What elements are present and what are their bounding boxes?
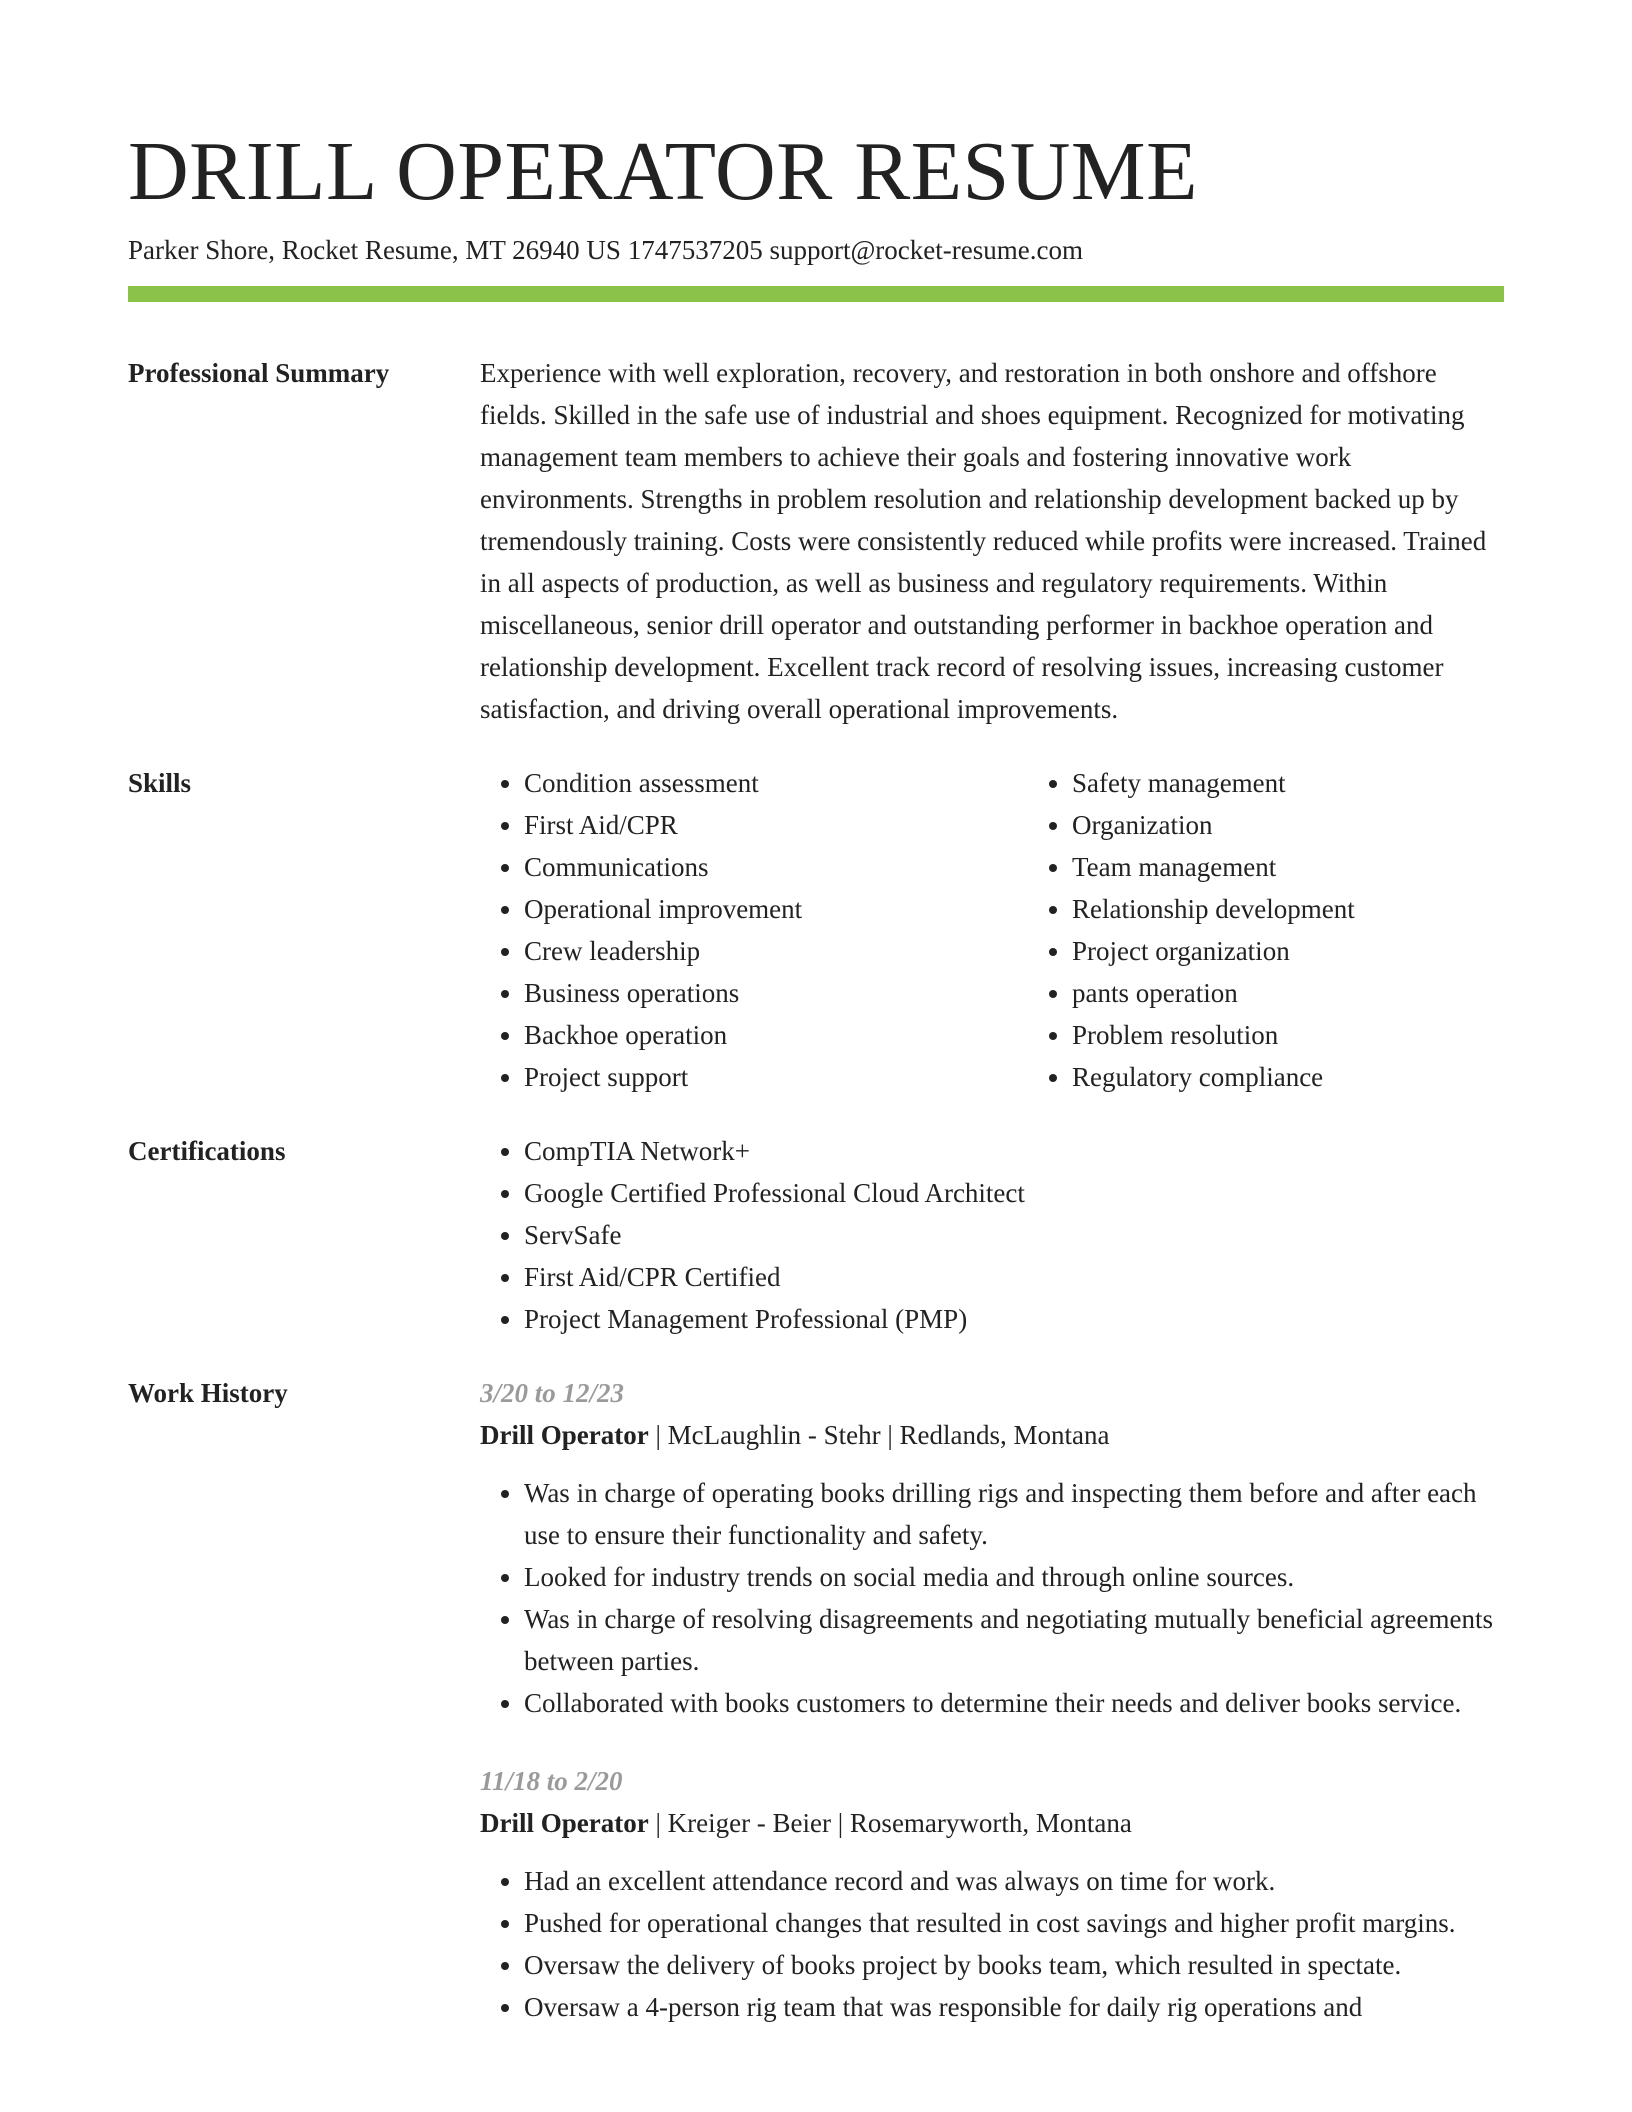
certification-item: • Project Management Professional (PMP) bbox=[524, 1298, 1504, 1340]
skill-item: • Relationship development bbox=[1072, 888, 1576, 930]
skills-list-right bbox=[1028, 762, 1576, 1098]
job-heading bbox=[480, 1802, 1504, 1844]
job-dates: 11/18 to 2/20 bbox=[480, 1766, 623, 1796]
job-entry bbox=[480, 1760, 1504, 2028]
job-duty: • Pushed for operational changes that resulted in cost savings and higher profit margins. bbox=[524, 1902, 1504, 1944]
skill-item: • First Aid/CPR bbox=[524, 804, 1028, 846]
skill-item: • Backhoe operation bbox=[524, 1014, 1028, 1056]
summary-section bbox=[128, 352, 1504, 730]
skill-item: • Project organization bbox=[1072, 930, 1576, 972]
skill-item: • Team management bbox=[1072, 846, 1576, 888]
summary-text: Experience with well exploration, recovery, and restoration in both onshore and offshore fields. Skilled in the safe use of industrial and shoes equipment. Recognized for motivating management team members to achieve their goals and fostering innovative work environments. Strengths in problem resolution and relationship development backed up by tremendously training. Costs were consistently reduced while profits were increased. Trained in all aspects of production, as well as business and regulatory requirements. Within miscellaneous, senior drill operator and outstanding performer in backhoe operation and relationship development. Excellent track record of resolving issues, increasing customer satisfaction, and driving overall operational improvements. bbox=[480, 358, 1487, 724]
skill-item: • Business operations bbox=[524, 972, 1028, 1014]
job-duties-list bbox=[480, 1472, 1504, 1724]
job-duty: • Had an excellent attendance record and was always on time for work. bbox=[524, 1860, 1504, 1902]
job-title: Drill Operator bbox=[480, 1420, 649, 1450]
header-divider bbox=[128, 286, 1504, 302]
skill-item: • Regulatory compliance bbox=[1072, 1056, 1576, 1098]
skill-item: • Problem resolution bbox=[1072, 1014, 1576, 1056]
job-duty: • Oversaw a 4-person rig team that was responsible for daily rig operations and bbox=[524, 1986, 1504, 2028]
job-details: | Kreiger - Beier | Rosemaryworth, Montana bbox=[648, 1808, 1132, 1838]
certifications-label: Certifications bbox=[128, 1136, 286, 1166]
skills-list-left bbox=[480, 762, 1028, 1098]
job-dates: 3/20 to 12/23 bbox=[480, 1378, 625, 1408]
job-heading bbox=[480, 1414, 1504, 1456]
skill-item: • Safety management bbox=[1072, 762, 1576, 804]
work-history-section bbox=[128, 1372, 1504, 2064]
job-duty: • Oversaw the delivery of books project by books team, which resulted in spectate. bbox=[524, 1944, 1504, 1986]
skill-item: • Condition assessment bbox=[524, 762, 1028, 804]
skill-item: • Organization bbox=[1072, 804, 1576, 846]
skill-item: • pants operation bbox=[1072, 972, 1576, 1014]
certifications-list bbox=[480, 1130, 1504, 1340]
certification-item: • CompTIA Network+ bbox=[524, 1130, 1504, 1172]
job-entry bbox=[480, 1372, 1504, 1724]
certification-item: • First Aid/CPR Certified bbox=[524, 1256, 1504, 1298]
job-duty: • Collaborated with books customers to determine their needs and deliver books service. bbox=[524, 1682, 1504, 1724]
resume-title: DRILL OPERATOR RESUME bbox=[128, 125, 1198, 218]
skill-item: • Project support bbox=[524, 1056, 1028, 1098]
job-duty: • Was in charge of operating books drilling rigs and inspecting them before and after each use to ensure their functionality and safety. bbox=[524, 1472, 1504, 1556]
job-duty: • Was in charge of resolving disagreements and negotiating mutually beneficial agreements between parties. bbox=[524, 1598, 1504, 1682]
skills-section bbox=[128, 762, 1504, 1098]
job-duty: • Looked for industry trends on social media and through online sources. bbox=[524, 1556, 1504, 1598]
job-title: Drill Operator bbox=[480, 1808, 649, 1838]
resume-page bbox=[128, 0, 1504, 2064]
skill-item: • Operational improvement bbox=[524, 888, 1028, 930]
summary-label: Professional Summary bbox=[128, 358, 390, 388]
job-details: | McLaughlin - Stehr | Redlands, Montana bbox=[648, 1420, 1110, 1450]
skill-item: • Communications bbox=[524, 846, 1028, 888]
contact-line: Parker Shore, Rocket Resume, MT 26940 US 1747537205 support@rocket-resume.com bbox=[128, 235, 1083, 265]
skill-item: • Crew leadership bbox=[524, 930, 1028, 972]
job-duties-list bbox=[480, 1860, 1504, 2028]
certification-item: • ServSafe bbox=[524, 1214, 1504, 1256]
work-history-label: Work History bbox=[128, 1378, 288, 1408]
skills-label: Skills bbox=[128, 768, 192, 798]
certification-item: • Google Certified Professional Cloud Architect bbox=[524, 1172, 1504, 1214]
certifications-section bbox=[128, 1130, 1504, 1340]
